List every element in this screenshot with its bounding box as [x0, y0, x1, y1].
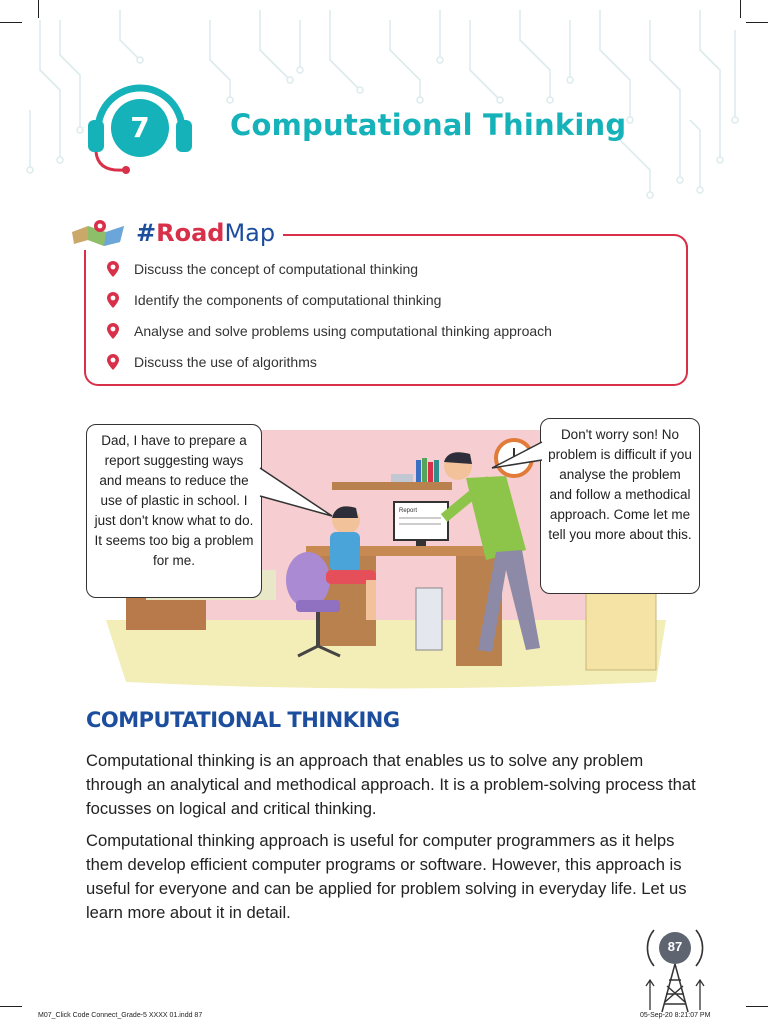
- screen-label: Report: [399, 508, 418, 514]
- son-speech-bubble: Dad, I have to prepare a report suggesting ways and means to reduce the use of plastic in school. I just don't know what to do. It seems too big a problem for me.: [86, 424, 262, 598]
- paragraph: Computational thinking is an approach that enables us to solve any problem through an analytical and methodical approach. It is a problem-solving process that focusses on logical and critical thinking.: [86, 751, 696, 818]
- roadmap-top-border: [276, 234, 688, 248]
- chapter-title: Computational Thinking: [230, 108, 627, 142]
- roadmap-header: [70, 216, 283, 250]
- location-pin-icon: [106, 353, 120, 371]
- crop-mark: [0, 1006, 22, 1007]
- signal-tower-icon: [640, 920, 710, 1015]
- roadmap-item-text: Discuss the use of algorithms: [134, 354, 317, 370]
- paragraph: Computational thinking approach is useful for computer programmers as it helps them develop efficient computer programs or software. However, this approach is useful for everyone and can be applied for problem solving in everyday life. Let us learn more about it in detail.: [86, 831, 687, 922]
- dad-bubble-tail: [488, 438, 548, 474]
- roadmap-item: [106, 260, 418, 278]
- roadmap-title: #RoadMap: [136, 219, 276, 247]
- footer-timestamp: 05-Sep-20 8:21:07 PM: [640, 1012, 711, 1019]
- roadmap-item: [106, 353, 317, 371]
- roadmap-item-text: Identify the components of computational thinking: [134, 292, 442, 308]
- map-icon: [70, 218, 128, 248]
- roadmap-item-text: Discuss the concept of computational thinking: [134, 261, 419, 277]
- footer-file-info: M07_Click Code Connect_Grade-5 XXXX 01.indd 87: [38, 1012, 203, 1019]
- chapter-number: 7: [130, 111, 150, 144]
- roadmap-item-text: Analyse and solve problems using computational thinking approach: [134, 323, 552, 339]
- chapter-badge: [84, 80, 204, 180]
- location-pin-icon: [106, 260, 120, 278]
- dad-speech-bubble: Don't worry son! No problem is difficult if you analyse the problem and follow a methodical approach. Come let me tell you more about this.: [540, 418, 700, 594]
- roadmap-item: [106, 322, 552, 340]
- page-number-badge: [640, 920, 710, 1015]
- location-pin-icon: [106, 291, 120, 309]
- roadmap-item: [106, 291, 441, 309]
- son-bubble-tail: [258, 460, 338, 520]
- location-pin-icon: [106, 322, 120, 340]
- page-number: 87: [667, 939, 683, 954]
- crop-mark: [746, 1006, 768, 1007]
- section-heading: COMPUTATIONAL THINKING: [86, 708, 400, 732]
